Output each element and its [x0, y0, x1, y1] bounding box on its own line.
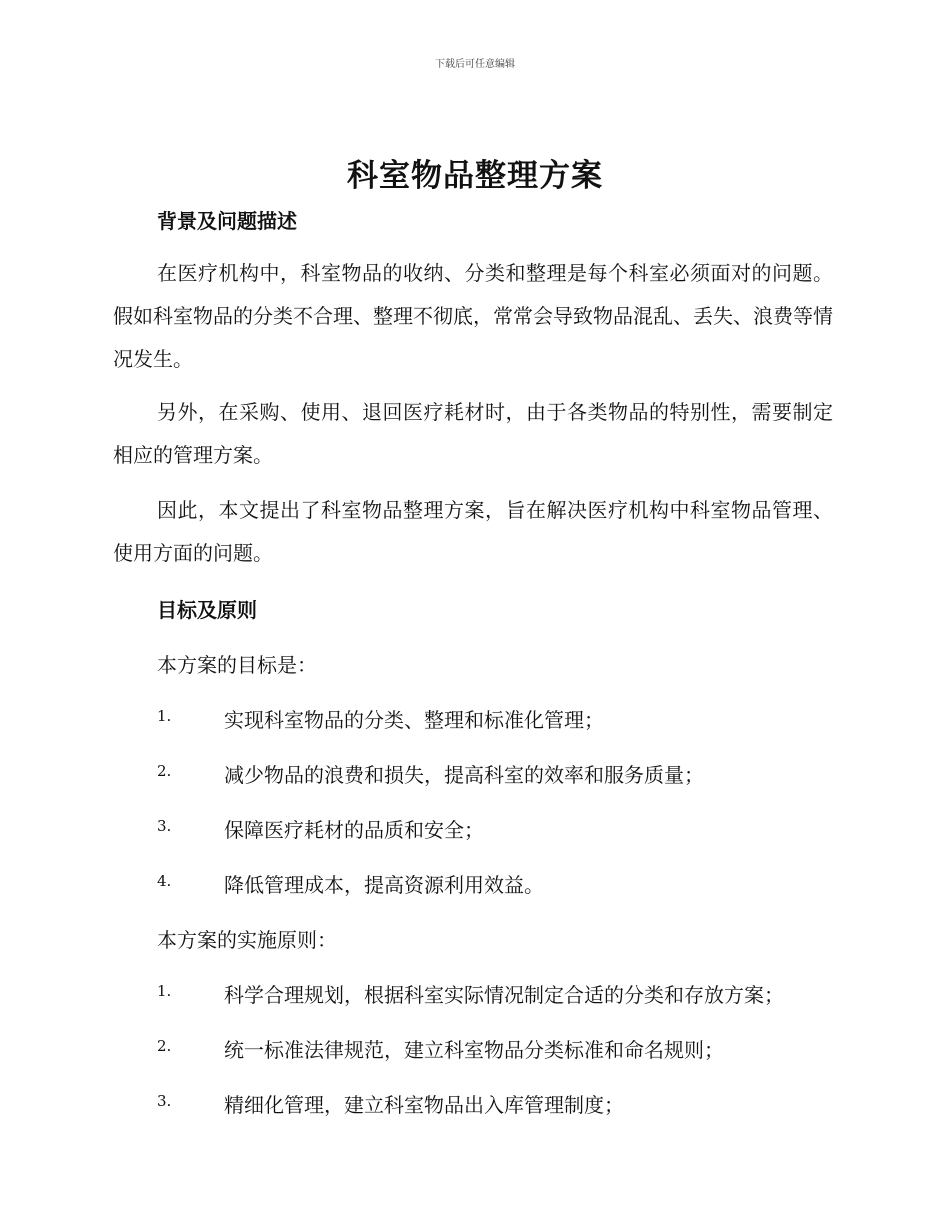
- list-text: 保障医疗耗材的品质和安全；: [224, 818, 484, 842]
- list-text: 统一标准法律规范，建立科室物品分类标准和命名规则；: [224, 1038, 724, 1062]
- list-text: 减少物品的浪费和损失，提高科室的效率和服务质量；: [224, 763, 704, 787]
- list-text: 降低管理成本，提高资源利用效益。: [224, 873, 544, 897]
- list-number: 4.: [157, 872, 172, 890]
- list-number: 3.: [157, 1092, 172, 1110]
- list-number: 2.: [157, 762, 172, 780]
- paragraph-1: 在医疗机构中，科室物品的收纳、分类和整理是每个科室必须面对的问题。假如科室物品的分类不合理、整理不彻底，常常会导致物品混乱、丢失、浪费等情况发生。: [113, 261, 833, 371]
- principles-intro: 本方案的实施原则：: [157, 928, 337, 952]
- goals-intro: 本方案的目标是：: [157, 653, 317, 677]
- list-number: 1.: [157, 707, 172, 725]
- document-title: 科室物品整理方案: [347, 158, 603, 194]
- paragraph-3: 因此，本文提出了科室物品整理方案，旨在解决医疗机构中科室物品管理、使用方面的问题。: [113, 498, 833, 565]
- list-number: 3.: [157, 817, 172, 835]
- list-text: 科学合理规划，根据科室实际情况制定合适的分类和存放方案；: [224, 983, 784, 1007]
- list-text: 实现科室物品的分类、整理和标准化管理；: [224, 708, 604, 732]
- list-text: 精细化管理，建立科室物品出入库管理制度；: [224, 1093, 624, 1117]
- list-number: 1.: [157, 982, 172, 1000]
- section-heading-goals: 目标及原则: [157, 598, 257, 622]
- header-note: 下载后可任意编辑: [435, 59, 515, 70]
- section-heading-background: 背景及问题描述: [157, 209, 297, 233]
- list-number: 2.: [157, 1037, 172, 1055]
- paragraph-2: 另外，在采购、使用、退回医疗耗材时，由于各类物品的特别性，需要制定相应的管理方案。: [113, 400, 833, 467]
